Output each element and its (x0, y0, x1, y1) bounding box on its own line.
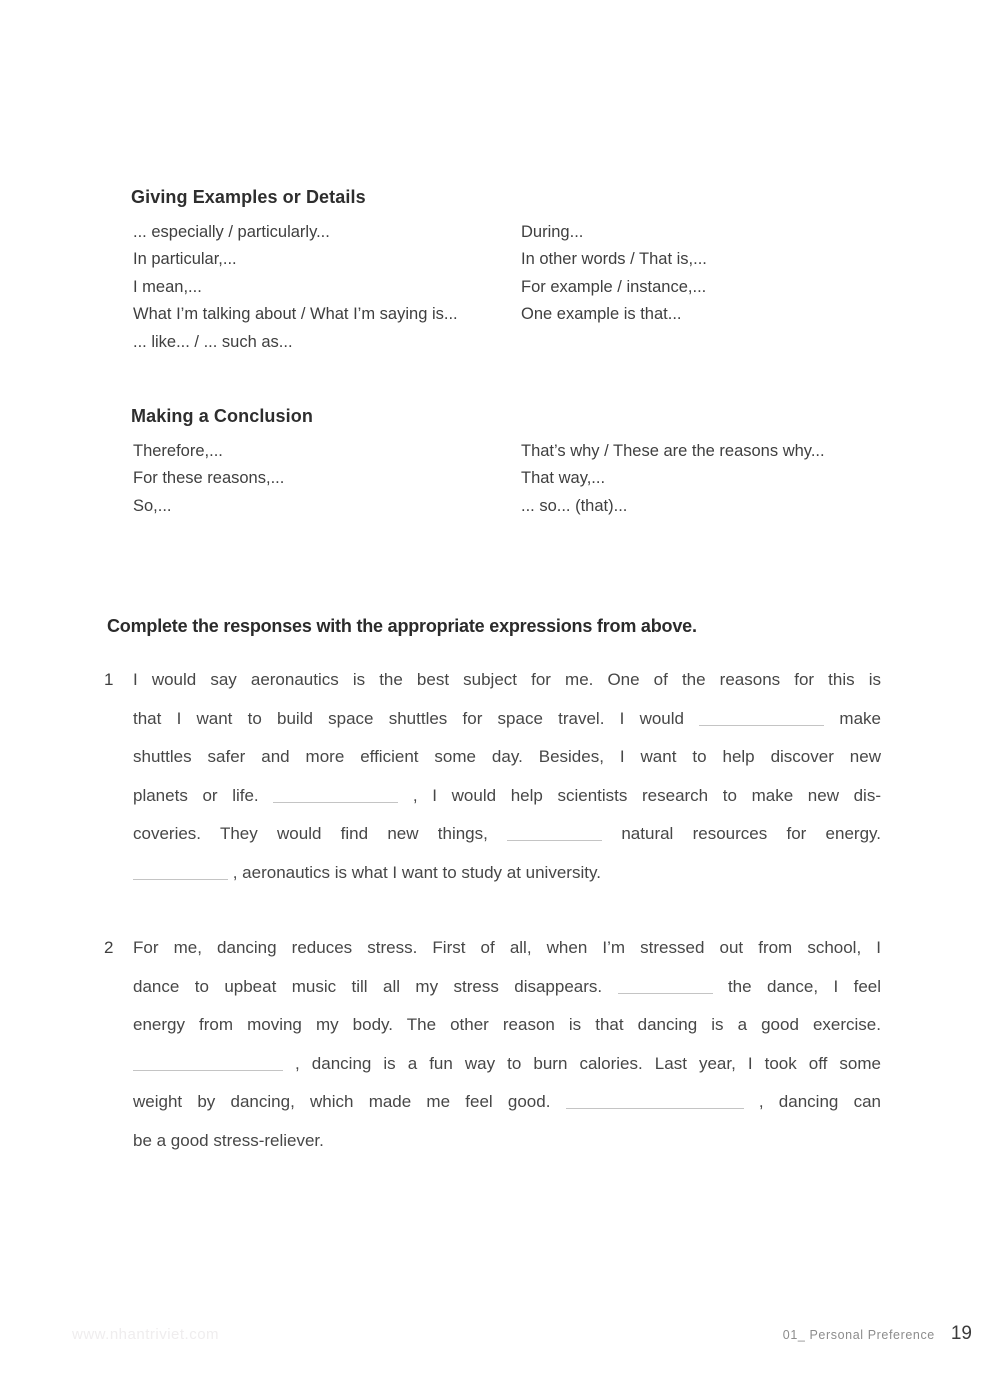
section-title-giving-examples: Giving Examples or Details (131, 187, 366, 207)
exercise-line: I would say aeronautics is the best subject for me. One of the reasons for this is (133, 670, 881, 689)
phrase-item: I mean,... (133, 277, 202, 296)
phrase-columns-making-conclusion (133, 438, 875, 520)
section-title-making-conclusion: Making a Conclusion (131, 406, 313, 426)
answer-blank (507, 827, 602, 841)
phrase-item: ... so... (that)... (521, 496, 628, 515)
phrase-item: Therefore,... (133, 442, 223, 460)
exercise-line: coveries. They would find new things, natural resources for energy. (133, 824, 882, 844)
answer-blank (566, 1095, 744, 1109)
phrase-list-left (133, 219, 521, 356)
phrase-columns-giving-examples (133, 219, 875, 356)
answer-blank (699, 712, 824, 726)
phrase-list-right (521, 438, 875, 520)
exercise-text (133, 929, 881, 1161)
phrase-item: In other words / That is,... (521, 250, 707, 269)
exercise-number: 1 (104, 670, 114, 689)
page-number: 19 (950, 1323, 972, 1344)
exercise-line: For me, dancing reduces stress. First of all, when I’m stressed out from school, I (133, 938, 881, 957)
phrase-item: What I’m talking about / What I’m saying is... (133, 305, 458, 324)
exercise-line: weight by dancing, which made me feel good. , dancing can (133, 1092, 881, 1112)
phrase-item: ... especially / particularly... (133, 223, 330, 241)
answer-blank (618, 980, 713, 994)
exercise-line: shuttles safer and more efficient some day. Besides, I want to help discover new (133, 747, 881, 767)
phrase-item: So,... (133, 496, 172, 515)
exercise-2 (104, 929, 881, 1161)
exercise-number: 2 (104, 938, 114, 957)
exercise-line: energy from moving my body. The other reason is that dancing is a good exercise. (133, 1015, 881, 1035)
exercise-line: , aeronautics is what I want to study at university. (133, 854, 881, 893)
watermark: www.nhantriviet.com (72, 1326, 220, 1343)
phrase-item: One example is that... (521, 305, 682, 324)
exercise-line: that I want to build space shuttles for space travel. I would make (133, 708, 882, 728)
footer-chapter-label: 01_ Personal Preference (782, 1328, 935, 1342)
phrase-item: ... like... / ... such as... (133, 332, 293, 351)
exercise-line: , dancing is a fun way to burn calories. Last year, I took off some (133, 1045, 881, 1084)
exercise-text (133, 661, 881, 893)
answer-blank (133, 866, 228, 880)
phrase-list-left (133, 438, 521, 520)
exercise-instruction: Complete the responses with the appropriate expressions from above. (107, 616, 697, 636)
exercise-line: dance to upbeat music till all my stress disappears. the dance, I feel (133, 976, 882, 996)
answer-blank (133, 1057, 283, 1071)
phrase-item: That way,... (521, 469, 606, 488)
phrase-list-right (521, 219, 875, 356)
exercise-line: planets or life. , I would help scientists research to make new dis- (133, 785, 881, 805)
phrase-item: For example / instance,... (521, 277, 707, 296)
answer-blank (273, 789, 398, 803)
phrase-item: During... (521, 223, 584, 241)
phrase-item: For these reasons,... (133, 469, 285, 488)
exercise-line: be a good stress-reliever. (133, 1130, 324, 1150)
phrase-item: In particular,... (133, 250, 237, 269)
footer (783, 1323, 972, 1345)
exercise-1 (104, 661, 881, 893)
phrase-item: That’s why / These are the reasons why... (521, 442, 825, 460)
